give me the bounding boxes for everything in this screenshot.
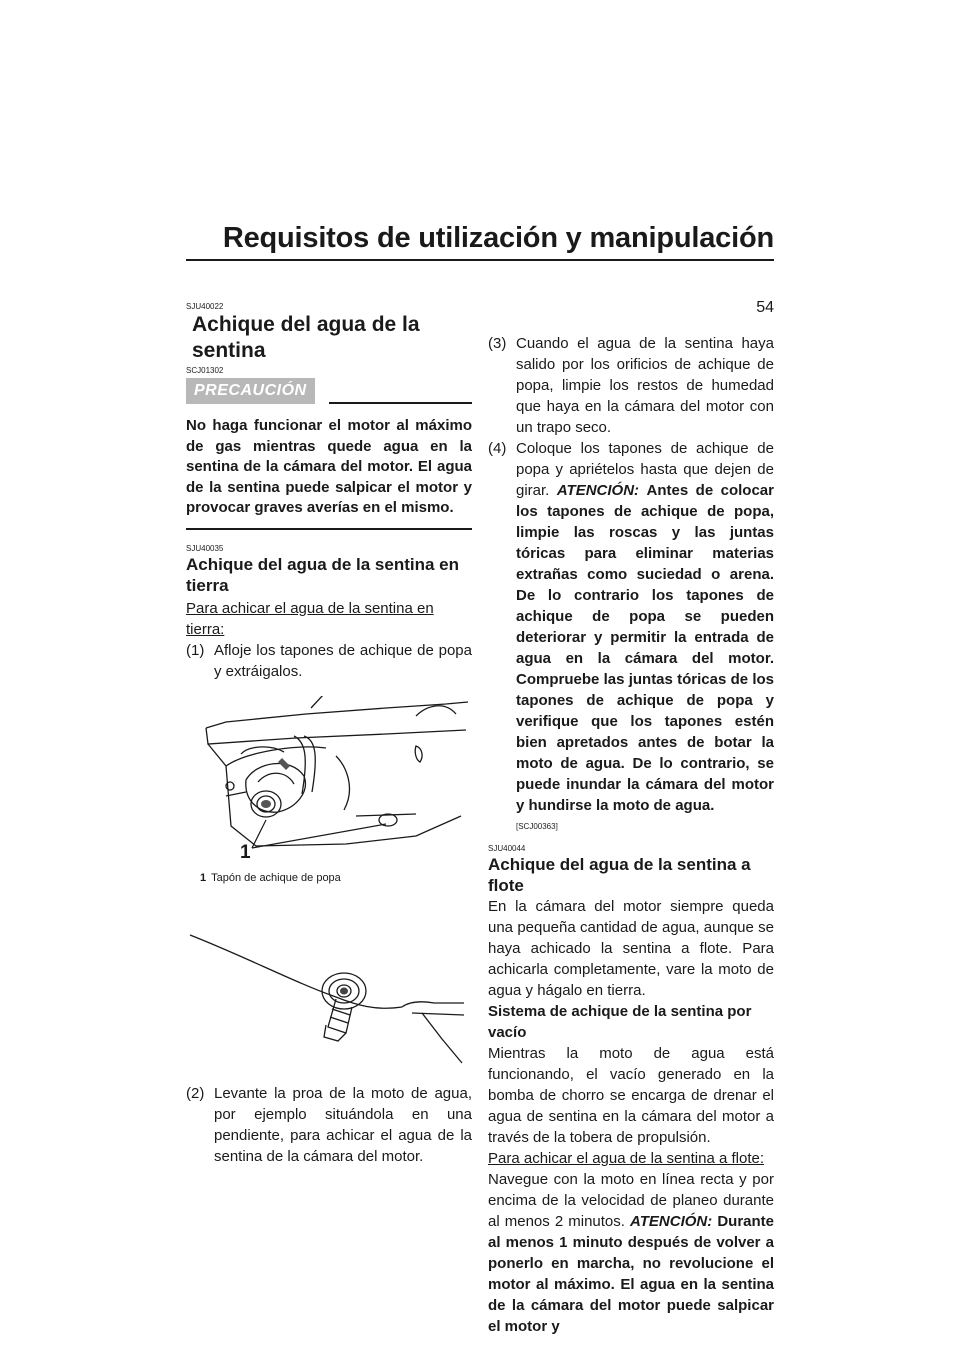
float-steps bbox=[488, 1169, 774, 1337]
caution-header bbox=[186, 378, 472, 404]
header-rule bbox=[186, 259, 774, 261]
drain-plug-illustration bbox=[186, 927, 472, 1067]
vacuum-title: Sistema de achique de la sentina por vacío bbox=[488, 1003, 752, 1041]
left-column bbox=[186, 302, 472, 1167]
float-section-code: SJU40044 bbox=[488, 844, 526, 853]
land-intro: Para achicar el agua de la sentina en tierra: bbox=[186, 599, 434, 638]
caution-badge: PRECAUCIÓN bbox=[186, 378, 315, 404]
step-number: (4) bbox=[488, 440, 507, 457]
float-intro: Para achicar el agua de la sentina a flote: bbox=[488, 1150, 765, 1167]
figure-drain-plug bbox=[186, 927, 472, 1067]
vacuum-text: Mientras la moto de agua está funcionando, el vacío generado en la bomba de chorro se encarga de drenar el agua de sentina en la cámara del motor a través de la tobera de propulsión. bbox=[488, 1045, 774, 1146]
step-number: (2) bbox=[186, 1084, 205, 1102]
step-2 bbox=[186, 1083, 472, 1167]
figure-callout-1: 1 bbox=[240, 841, 251, 863]
atencion-text: Antes de colocar los tapones de achique de popa, limpie las roscas y las juntas tóricas para eliminar materias extrañas como suciedad o arena. De lo contrario los tapones de achique de popa se pueden deteriorar y permitir la entrada de agua en la cámara del motor. Compruebe las juntas tóricas de los tapones de achique de popa y verifique que los tapones estén bien apretados antes de botar la moto de agua. De lo contrario, se puede inundar la cámara del motor y hundirse la moto de agua. bbox=[516, 482, 774, 814]
step-text: Levante la proa de la moto de agua, por ejemplo situándola en una pendiente, para achicar el agua de la sentina de la cámara del motor. bbox=[214, 1084, 472, 1165]
engine-compartment-illustration bbox=[186, 696, 472, 871]
caption-number: 1 bbox=[200, 871, 207, 884]
page-header-title: Requisitos de utilización y manipulación bbox=[222, 222, 774, 254]
figure-engine-compartment bbox=[186, 696, 472, 871]
atencion-label-2: ATENCIÓN: bbox=[630, 1213, 713, 1230]
subsection-code: SJU40035 bbox=[186, 543, 224, 553]
caution-code: SCJ01302 bbox=[186, 366, 224, 375]
figure-caption bbox=[186, 871, 472, 885]
step-text: Afloje los tapones de achique de popa y extráigalos. bbox=[214, 641, 472, 680]
atencion-label: ATENCIÓN: bbox=[556, 482, 640, 499]
caption-text: Tapón de achique de popa bbox=[211, 871, 341, 884]
float-section-title: Achique del agua de la sentina a flote bbox=[488, 855, 751, 895]
step-text: Cuando el agua de la sentina haya salido por los orificios de achique de popa, limpie los restos de humedad que haya en la cámara del motor con un trapo seco. bbox=[516, 335, 774, 436]
section-title: Achique del agua de la sentina bbox=[192, 313, 420, 362]
subsection-title: Achique del agua de la sentina en tierra bbox=[186, 554, 460, 595]
float-text: En la cámara del motor siempre queda una pequeña cantidad de agua, aunque se haya achicado la sentina a flote. Para achicarla completamente, vare la moto de agua y hágalo en tierra. bbox=[488, 898, 774, 999]
section-code: SJU40022 bbox=[186, 302, 224, 311]
step-number: (3) bbox=[488, 335, 507, 352]
warning-code: [SCJ00363] bbox=[516, 822, 558, 831]
float-warning: Durante al menos 1 minuto después de volver a ponerlo en marcha, no revolucione el motor al máximo. El agua en la sentina de la cámara del motor puede salpicar el motor y bbox=[488, 1213, 775, 1335]
step-1 bbox=[186, 640, 472, 682]
step-3 bbox=[488, 333, 774, 438]
step-text: Coloque los tapones de achique de popa y apriételos hasta que dejen de girar. bbox=[516, 440, 774, 499]
caution-rule bbox=[329, 402, 472, 404]
float-steps-text: Navegue con la moto en línea recta y por encima de la velocidad de planeo durante al menos 2 minutos. bbox=[488, 1171, 774, 1230]
page-number: 54 bbox=[756, 299, 774, 316]
step-number: (1) bbox=[186, 641, 205, 659]
caution-text: No haga funcionar el motor al máximo de gas mientras quede agua en la sentina de la cámara del motor. El agua de la sentina puede salpicar el motor y provocar graves averías en el mismo. bbox=[186, 404, 472, 530]
right-column bbox=[488, 333, 774, 1337]
step-4 bbox=[488, 438, 774, 816]
